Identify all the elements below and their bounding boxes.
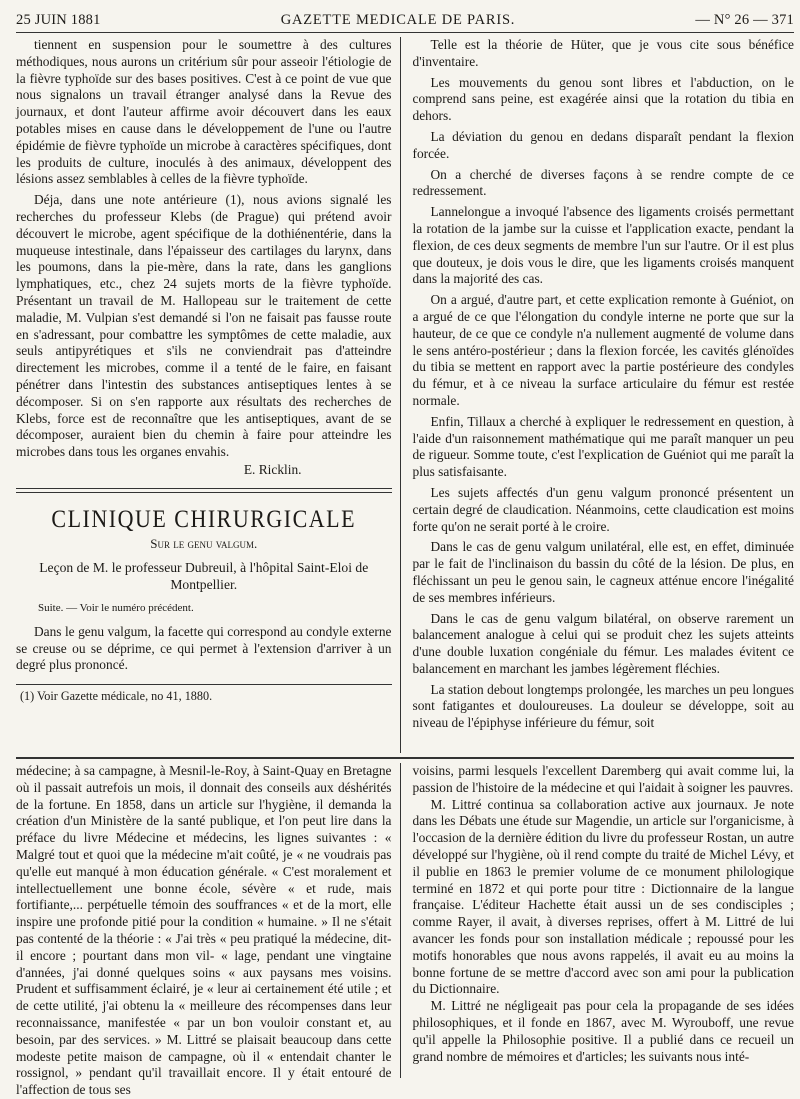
- lecture-info: Leçon de M. le professeur Dubreuil, à l'hôpital Saint-Eloi de Montpellier.: [39, 559, 369, 592]
- paragraph: Dans le genu valgum, la facette qui correspond au condyle externe se creuse ou se déprime, ce qui permet à l'extension d'arriver à un degré plus prononcé.: [16, 623, 392, 673]
- paragraph: On a cherché de diverses façons à se rendre compte de ce redressement.: [412, 166, 794, 199]
- paragraph: Les mouvements du genou sont libres et l'abduction, on le comprend sans peine, est exagérée ainsi que la rotation du tibia en dehors.: [412, 74, 794, 124]
- paragraph: La déviation du genou en dedans disparaît pendant la flexion forcée.: [412, 128, 794, 161]
- section-subtitle: Sur le genu valgum.: [150, 535, 258, 551]
- bottom-right-column: [401, 763, 795, 1078]
- paragraph: médecine; à sa campagne, à Mesnil-le-Roy, à Saint-Quay en Bretagne où il passait autrefois un mois, il donnait des conseils aux déshérités de la fortune. En 1858, dans un article sur l'hygiène, il demanda la création d'un Ministère de la santé publique, et l'on peut lire dans la préface du livre Médecine et médecins, les lignes suivantes : « Malgré tout et quoi que la médecine m'ait coûté, je « ne voudrais pas qu'elle eut manqué à mon éducation générale. « C'est moralement et intellectuellement une bonne école, sévère « et rude, mais fortifiante,... perpétuelle témoin des souffrances « et de la mort, elle inspire une profonde pitié pour la condition « humaine. » Il ne s'était pas contenté de la théorie : « J'ai très « peu pratiqué la médecine, dit-il encore ; pourtant dans mon vil- « lage, pendant une vingtaine d'années, j'ai donné quelques soins « aux paysans mes voisins. Prudent et suffisamment éclairé, je « leur ai certainement été utile ; et de cette utilité, j'ai obtenu la « meilleure des récompenses dans leur reconnaissance, manifestée « par un bon vouloir constant et, au besoin, par des services. » M. Littré se plaisait beaucoup dans cette modeste petite maison de campagne, où il « entendait chanter le rossignol, » pendant qu'il travaillait encore. Il y était entouré de l'affection de tous ses: [16, 763, 392, 1098]
- section-title: CLINIQUE CHIRURGICALE: [51, 503, 357, 533]
- author-signature: E. Ricklin.: [243, 461, 302, 477]
- header-date: 25 JUIN 1881: [16, 12, 101, 28]
- continuation-note: Suite. — Voir le numéro précédent.: [38, 601, 194, 614]
- issue-page-number: — N° 26 — 371: [695, 12, 794, 28]
- paragraph: voisins, parmi lesquels l'excellent Daremberg qui avait comme lui, la passion de l'histoire de la médecine et qui l'aidait à soigner les pauvres.: [412, 763, 794, 795]
- paragraph: La station debout longtemps prolongée, les marches un peu longues sont fatigantes et douloureuses. La douleur se développe, soit au niveau de l'épiphyse inférieure du fémur, soit: [412, 681, 794, 731]
- paragraph: Telle est la théorie de Hüter, que je vous cite sous bénéfice d'inventaire.: [412, 37, 794, 69]
- bottom-left-column: [16, 763, 400, 1098]
- paragraph: tiennent en suspension pour le soumettre à des cultures méthodiques, nous aurons un critérium sûr pour asseoir l'étiologie de la fièvre typhoïde sur des bases positives. C'est à ce point de vue que nous signalons un travail étranger analysé dans la Revue des journaux, et dont l'auteur affirme avoir découvert dans les eaux potables mises en cause dans le développement de l'une ou l'autre épidémie de fièvre typhoïde un microbe à caractères spécifiques, dont les produits de culture, inoculés à des animaux, développent des lésions assez semblables à celles de la fièvre typhoïde.: [16, 37, 392, 187]
- paragraph: Déja, dans une note antérieure (1), nous avions signalé les recherches du professeur Klebs (de Prague) qui prétend avoir découvert le microbe, agent spécifique de la dothiénentérie, dans la muqueuse intestinale, dans l'épaisseur des cartilages du larynx, dans les poumons, dans la pie-mère, dans la rate, dans les ganglions lymphatiques, etc., chez 24 sujets morts de la fièvre typhoïde. Présentant un travail de M. Hallopeau sur le traitement de cette maladie, M. Vulpian s'est demandé si l'on ne faisait pas fausse route en s'adressant, pour combattre les symptômes de cette maladie, aux seuls antipyrétiques et s'ils ne conviendrait pas d'atteindre directement les microbes, comme il a tenté de le faire, en faisant pénétrer dans l'intestin des substances antiseptiques lentes à se décomposer. Si on s'en rapporte aux résultats des recherches de Klebs, force est de reconnaître que les antiseptiques, avant de se décomposer, auraient bien du chemin à faire pour atteindre les microbes dans tous les organes envahis.: [16, 192, 392, 460]
- paragraph: Les sujets affectés d'un genu valgum prononcé présentent un certain degré de claudication. Néanmoins, cette claudication est moins forte qu'on ne serait porté à le croire.: [412, 484, 794, 534]
- paragraph: Dans le cas de genu valgum unilatéral, elle est, en effet, diminuée par le fait de l'inclinaison du bassin du côté de la lésion. De plus, en fléchissant un peu le genou sain, le cagneux atténue encore l'inégalité de ses membres inférieurs.: [412, 539, 794, 605]
- section-divider: [16, 492, 392, 493]
- paragraph: Lannelongue a invoqué l'absence des ligaments croisés permettant la rotation de la jambe sur la cuisse et l'application exacte, pendant la flexion, de ces deux segments de membre l'un sur l'autre. Or il est plus que douteux, je dois vous le dire, que les ligaments croisés manquent dans la majorité des cas.: [412, 204, 794, 287]
- bottom-section: [16, 757, 794, 1098]
- journal-title: GAZETTE MEDICALE DE PARIS.: [280, 12, 516, 28]
- footnote-divider: [16, 684, 392, 685]
- paragraph: M. Littré continua sa collaboration active aux journaux. Je note dans les Débats une étude sur Magendie, un article sur l'organicisme, à l'occasion de la dernière édition du livre du professeur Rostan, un autre développé sur l'hygiène, où il rend compte du traité de Michel Lévy, et il publie en 1863 le premier volume de ce monument philologique terminé en 1872 et qui porte pour titre : Dictionnaire de la langue française. L'éditeur Hachette était aussi un de ses condisciples ; comme Rayer, il avait, à diverses reprises, offert à M. Littré de lui avancer les fonds pour son installation médicale ; repoussé pour les motifs honorables que nous avons rappelés, il avait eu au moins la bonne fortune de se mettre d'accord avec son ami pour la publication du Dictionnaire.: [412, 796, 794, 997]
- paragraph: Dans le cas de genu valgum bilatéral, on observe rarement un balancement analogue à celui qui se produit chez les sujets atteints d'une double luxation congéniale du fémur. Les malades évitent ce balancement en marchant les jambes légèrement fléchies.: [412, 610, 794, 676]
- paragraph: On a argué, d'autre part, et cette explication remonte à Guéniot, on a argué de ce que l'élongation du condyle interne ne porte que sur la hauteur, de ce que ce condyle n'a nullement augmenté de volume dans le sens antéro-postérieur ; dans la flexion forcée, les cavités glénoïdes du tibia se mettent en rapport avec la partie postérieure des condyles du fémur, et à ce niveau la surface articulaire du fémur est restée normale.: [412, 292, 794, 408]
- page-header: [16, 12, 794, 33]
- section-divider: [16, 488, 392, 489]
- top-left-column: [16, 37, 400, 753]
- paragraph: M. Littré ne négligeait pas pour cela la propagande de ses idées philosophiques, et il fonde en 1867, avec M. Wyrouboff, une revue qu'il appelle la Philosophie positive. Il a publié dans ce recueil un grand nombre de mémoires et d'articles; les suivants nous inté-: [412, 998, 794, 1064]
- footnote: (1) Voir Gazette médicale, no 41, 1880.: [20, 689, 213, 704]
- top-section: [16, 37, 794, 753]
- top-right-column: [401, 37, 795, 753]
- paragraph: Enfin, Tillaux a cherché à expliquer le redressement en question, à l'aide d'un raisonnement mathématique qui me paraît manquer un peu de rigueur. Somme toute, c'est l'explication de Guéniot qui me paraît la plus satisfaisante.: [412, 413, 794, 480]
